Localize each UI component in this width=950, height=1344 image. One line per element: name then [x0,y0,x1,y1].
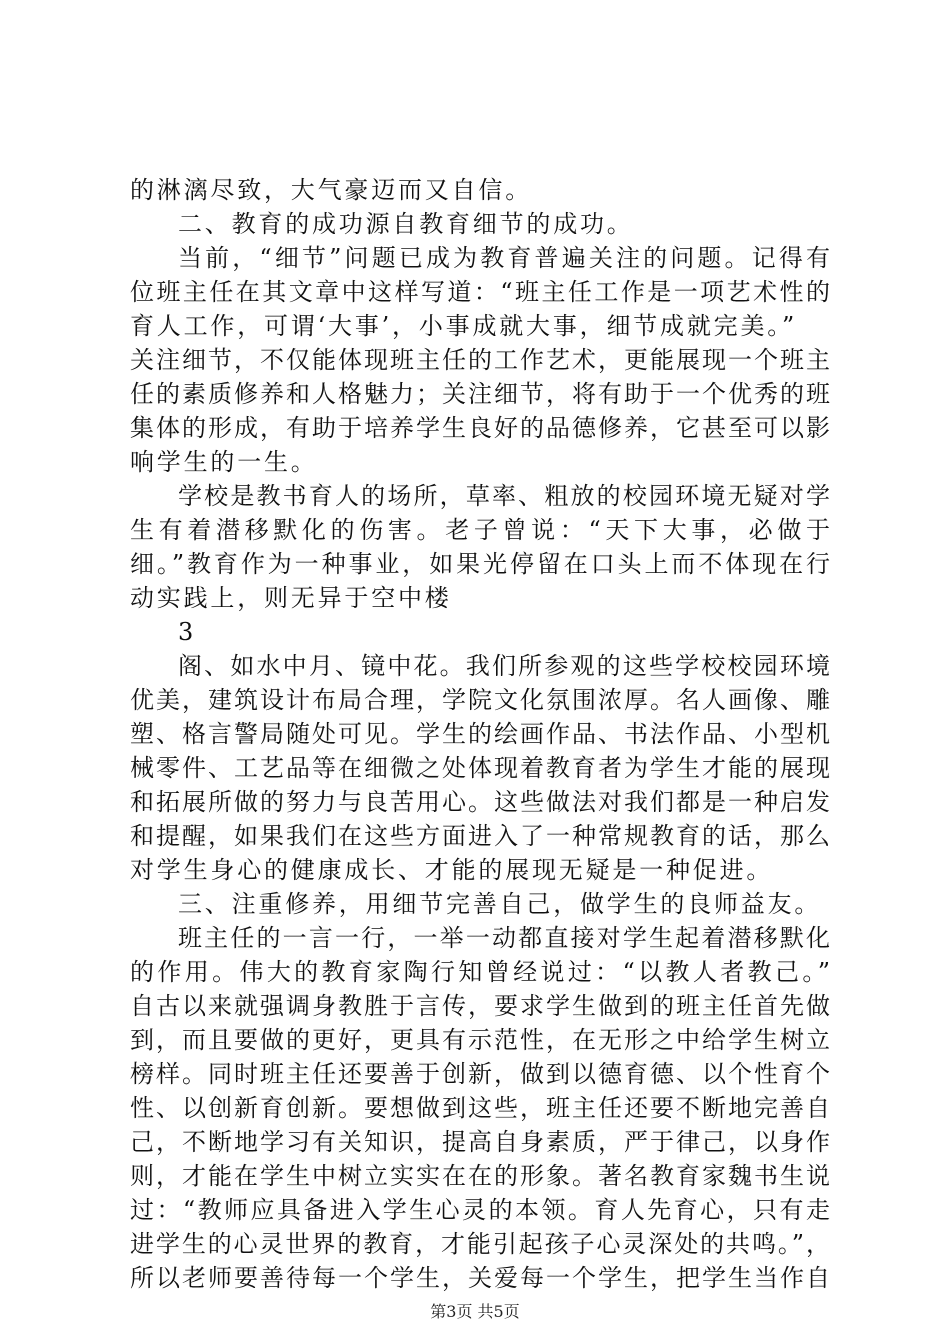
text-line: 育人工作，可谓‘大事’，小事成就大事，细节成就完美。” [130,312,798,340]
text-line: 响学生的一生。 [130,448,318,476]
text-line: 阁、如水中月、镜中花。我们所参观的这些学校校园环境 [178,652,830,680]
text-line: 的作用。伟大的教育家陶行知曾经说过：“以教人者教己。” [130,958,830,986]
text-line: 械零件、工艺品等在细微之处体现着教育者为学生才能的展现 [130,754,830,782]
text-line: 细。”教育作为一种事业，如果光停留在口头上而不体现在行 [130,550,830,578]
text-line: 所以老师要善待每一个学生，关爱每一个学生，把学生当作自 [130,1264,830,1292]
text-line: 关注细节，不仅能体现班主任的工作艺术，更能展现一个班主 [130,346,830,374]
text-line: 集体的形成，有助于培养学生良好的品德修养，它甚至可以影 [130,414,830,442]
section-heading: 三、注重修养，用细节完善自己，做学生的良师益友。 [178,890,822,918]
text-line: 优美，建筑设计布局合理，学院文化氛围浓厚。名人画像、雕 [130,686,830,714]
text-line: 自古以来就强调身教胜于言传，要求学生做到的班主任首先做 [130,992,830,1020]
text-line: 到，而且要做的更好，更具有示范性，在无形之中给学生树立 [130,1026,830,1054]
text-line: 过：“教师应具备进入学生心灵的本领。育人先育心，只有走 [130,1196,830,1224]
text-line: 任的素质修养和人格魅力；关注细节，将有助于一个优秀的班 [130,380,830,408]
text-line: 的淋漓尽致，大气豪迈而又自信。 [130,176,532,204]
text-line: 班主任的一言一行，一举一动都直接对学生起着潜移默化 [178,924,830,952]
section-heading: 二、教育的成功源自教育细节的成功。 [178,210,634,238]
inline-page-number: 3 [178,618,194,646]
text-line: 榜样。同时班主任还要善于创新，做到以德育德、以个性育个 [130,1060,830,1088]
text-line: 和拓展所做的努力与良苦用心。这些做法对我们都是一种启发 [130,788,830,816]
text-line: 动实践上，则无异于空中楼 [130,584,452,612]
text-line: 生有着潜移默化的伤害。老子曾说：“天下大事，必做于 [130,516,830,544]
text-line: 则，才能在学生中树立实实在在的形象。著名教育家魏书生说 [130,1162,830,1190]
text-line: 进学生的心灵世界的教育，才能引起孩子心灵深处的共鸣。”， [130,1230,830,1258]
text-line: 对学生身心的健康成长、才能的展现无疑是一种促进。 [130,856,774,884]
text-line: 位班主任在其文章中这样写道：“班主任工作是一项艺术性的 [130,278,830,306]
text-line: 和提醒，如果我们在这些方面进入了一种常规教育的话，那么 [130,822,830,850]
text-line: 当前，“细节”问题已成为教育普遍关注的问题。记得有 [178,244,830,272]
text-line: 己，不断地学习有关知识，提高自身素质，严于律己，以身作 [130,1128,830,1156]
text-line: 学校是教书育人的场所，草率、粗放的校园环境无疑对学 [178,482,830,510]
page-footer: 第3页 共5页 [430,1302,520,1321]
text-line: 性、以创新育创新。要想做到这些，班主任还要不断地完善自 [130,1094,830,1122]
text-line: 塑、格言警局随处可见。学生的绘画作品、书法作品、小型机 [130,720,830,748]
